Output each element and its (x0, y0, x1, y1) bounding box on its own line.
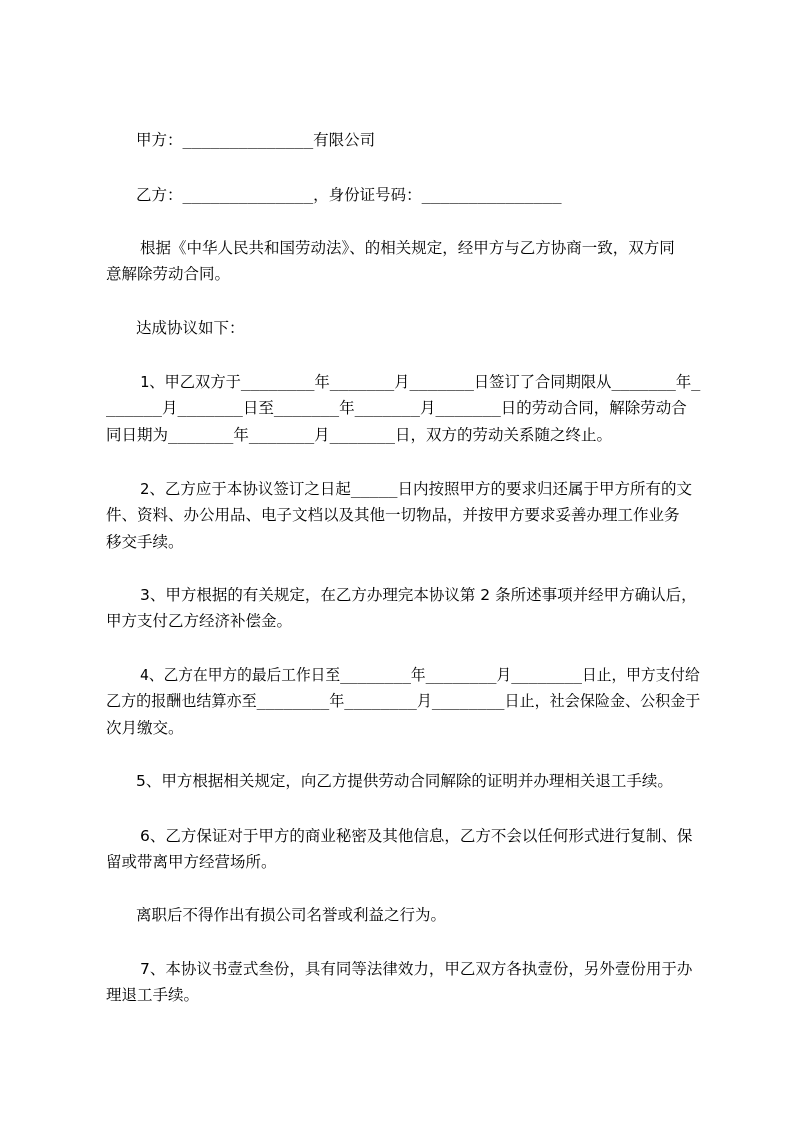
intro-paragraph-line-2: 意解除劳动合同。 (106, 265, 231, 283)
clause-6-line-1: 6、乙方保证对于甲方的商业秘密及其他信息，乙方不会以任何形式进行复制、保 (140, 827, 693, 845)
clause-1-line-2: ______月_______日至_______年_______月_______日的劳动合同，解除劳动合 (106, 399, 687, 417)
clause-6-extra-line: 离职后不得作出有损公司名誉或利益之行为。 (136, 906, 447, 924)
clause-2-line-2: 件、资料、办公用品、电子文档以及其他一切物品，并按甲方要求妥善办理工作业务 (106, 506, 680, 524)
clause-4-line-1: 4、乙方在甲方的最后工作日至________年________月________日止，甲方支付给 (140, 666, 700, 684)
party-b-line: 乙方：______________，身份证号码：_______________ (136, 186, 562, 204)
clause-3-line-1: 3、甲方根据的有关规定，在乙方办理完本协议第 2 条所述事项并经甲方确认后， (140, 586, 697, 604)
clause-4-line-3: 次月缴交。 (106, 719, 184, 737)
clause-2-line-1: 2、乙方应于本协议签订之日起_____日内按照甲方的要求归还属于甲方所有的文 (140, 480, 692, 498)
clause-2-line-3: 移交手续。 (106, 533, 184, 551)
clause-3-line-2: 甲方支付乙方经济补偿金。 (106, 612, 293, 630)
clause-4-line-2: 乙方的报酬也结算亦至________年________月________日止，社会保险金、公积金于 (106, 692, 701, 710)
clause-6-line-2: 留或带离甲方经营场所。 (106, 853, 277, 871)
clause-7-line-1: 7、本协议书壹式叁份，具有同等法律效力，甲乙双方各执壹份，另外壹份用于办 (140, 960, 693, 978)
intro-paragraph-line-1: 根据《中华人民共和国劳动法》、的相关规定，经甲方与乙方协商一致，双方同 (140, 239, 675, 257)
clause-7-line-2: 理退工手续。 (106, 986, 200, 1004)
clause-1-line-3: 同日期为_______年_______月_______日，双方的劳动关系随之终止。 (106, 426, 612, 444)
clause-5-line-1: 5、甲方根据相关规定，向乙方提供劳动合同解除的证明并办理相关退工手续。 (136, 772, 673, 790)
clause-1-line-1: 1、甲乙双方于________年_______月_______日签订了合同期限从_______年_ (140, 373, 701, 391)
agreement-heading: 达成协议如下： (136, 319, 245, 337)
party-a-line: 甲方：______________有限公司 (136, 131, 376, 149)
